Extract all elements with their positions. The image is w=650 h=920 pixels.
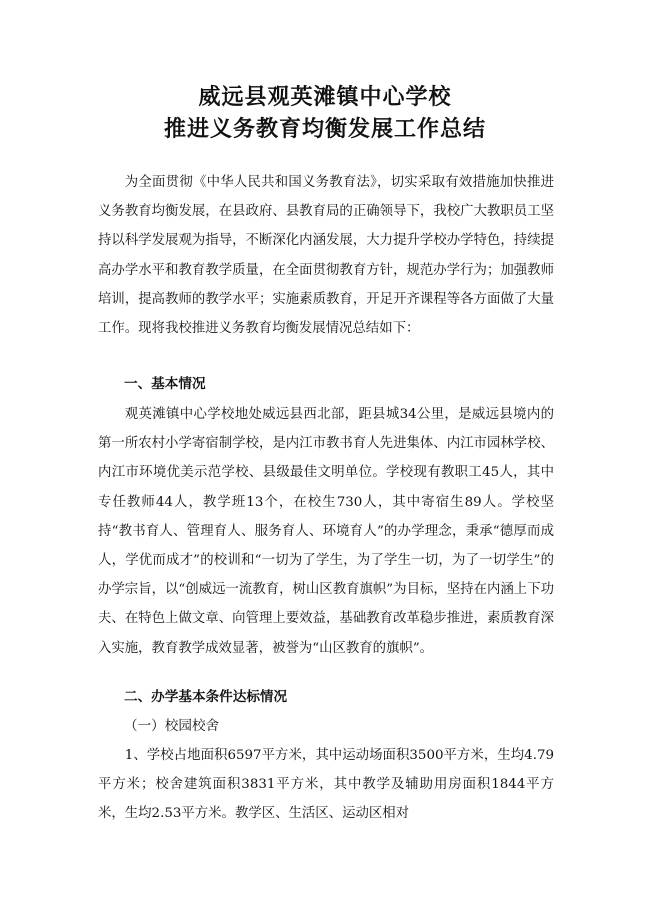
document-title-line-2: 推进义务教育均衡发展工作总结 [163, 117, 486, 142]
section-heading-basic-info: 一、基本情况 [124, 376, 206, 392]
basic-info-paragraph: 观英滩镇中心学校地处威远县西北部，距县城34公里，是威远县境内的第一所农村小学寄宿制学校，是内江市教书育人先进集体、内江市园林学校、内江市环境优美示范学校、县级最佳文明单位。学校现有教职工45人，其中专任教师44人，教学班13个，在校生730人，其中寄宿生89人。学校坚持“教书育人、管理育人、服务育人、环境育人”的办学理念，秉承“德厚而成人，学优而成才”的校训和“一切为了学生，为了学生一切，为了一切学生”的办学宗旨，以“创威远一流教育，树山区教育旗帜”为目标，坚持在内涵上下功夫、在特色上做文章、向管理上要效益，基础教育改革稳步推进，素质教育深入实施，教育教学成效显著，被誉为“山区教育的旗帜”。 [98, 407, 554, 656]
subheading-campus: （一）校园校舍 [124, 718, 220, 734]
campus-paragraph: 1、学校占地面积6597平方米，其中运动场面积3500平方米，生均4.79平方米；校舍建筑面积3831平方米，其中教学及辅助用房面积1844平方米，生均2.53平方米。教学区、生活区、运动区相对 [98, 748, 554, 822]
intro-paragraph: 为全面贯彻《中华人民共和国义务教育法》，切实采取有效措施加快推进义务教育均衡发展，在县政府、县教育局的正确领导下，我校广大教职员工坚持以科学发展观为指导，不断深化内涵发展，大力提升学校办学特色，持续提高办学水平和教育教学质量，在全面贯彻教育方针，规范办学行为；加强教师培训，提高教师的教学水平；实施素质教育，开足开齐课程等各方面做了大量工作。现将我校推进义务教育均衡发展情况总结如下： [98, 175, 554, 337]
document-title-line-1: 威远县观英滩镇中心学校 [198, 85, 452, 110]
section-heading-conditions: 二、办学基本条件达标情况 [124, 689, 288, 705]
